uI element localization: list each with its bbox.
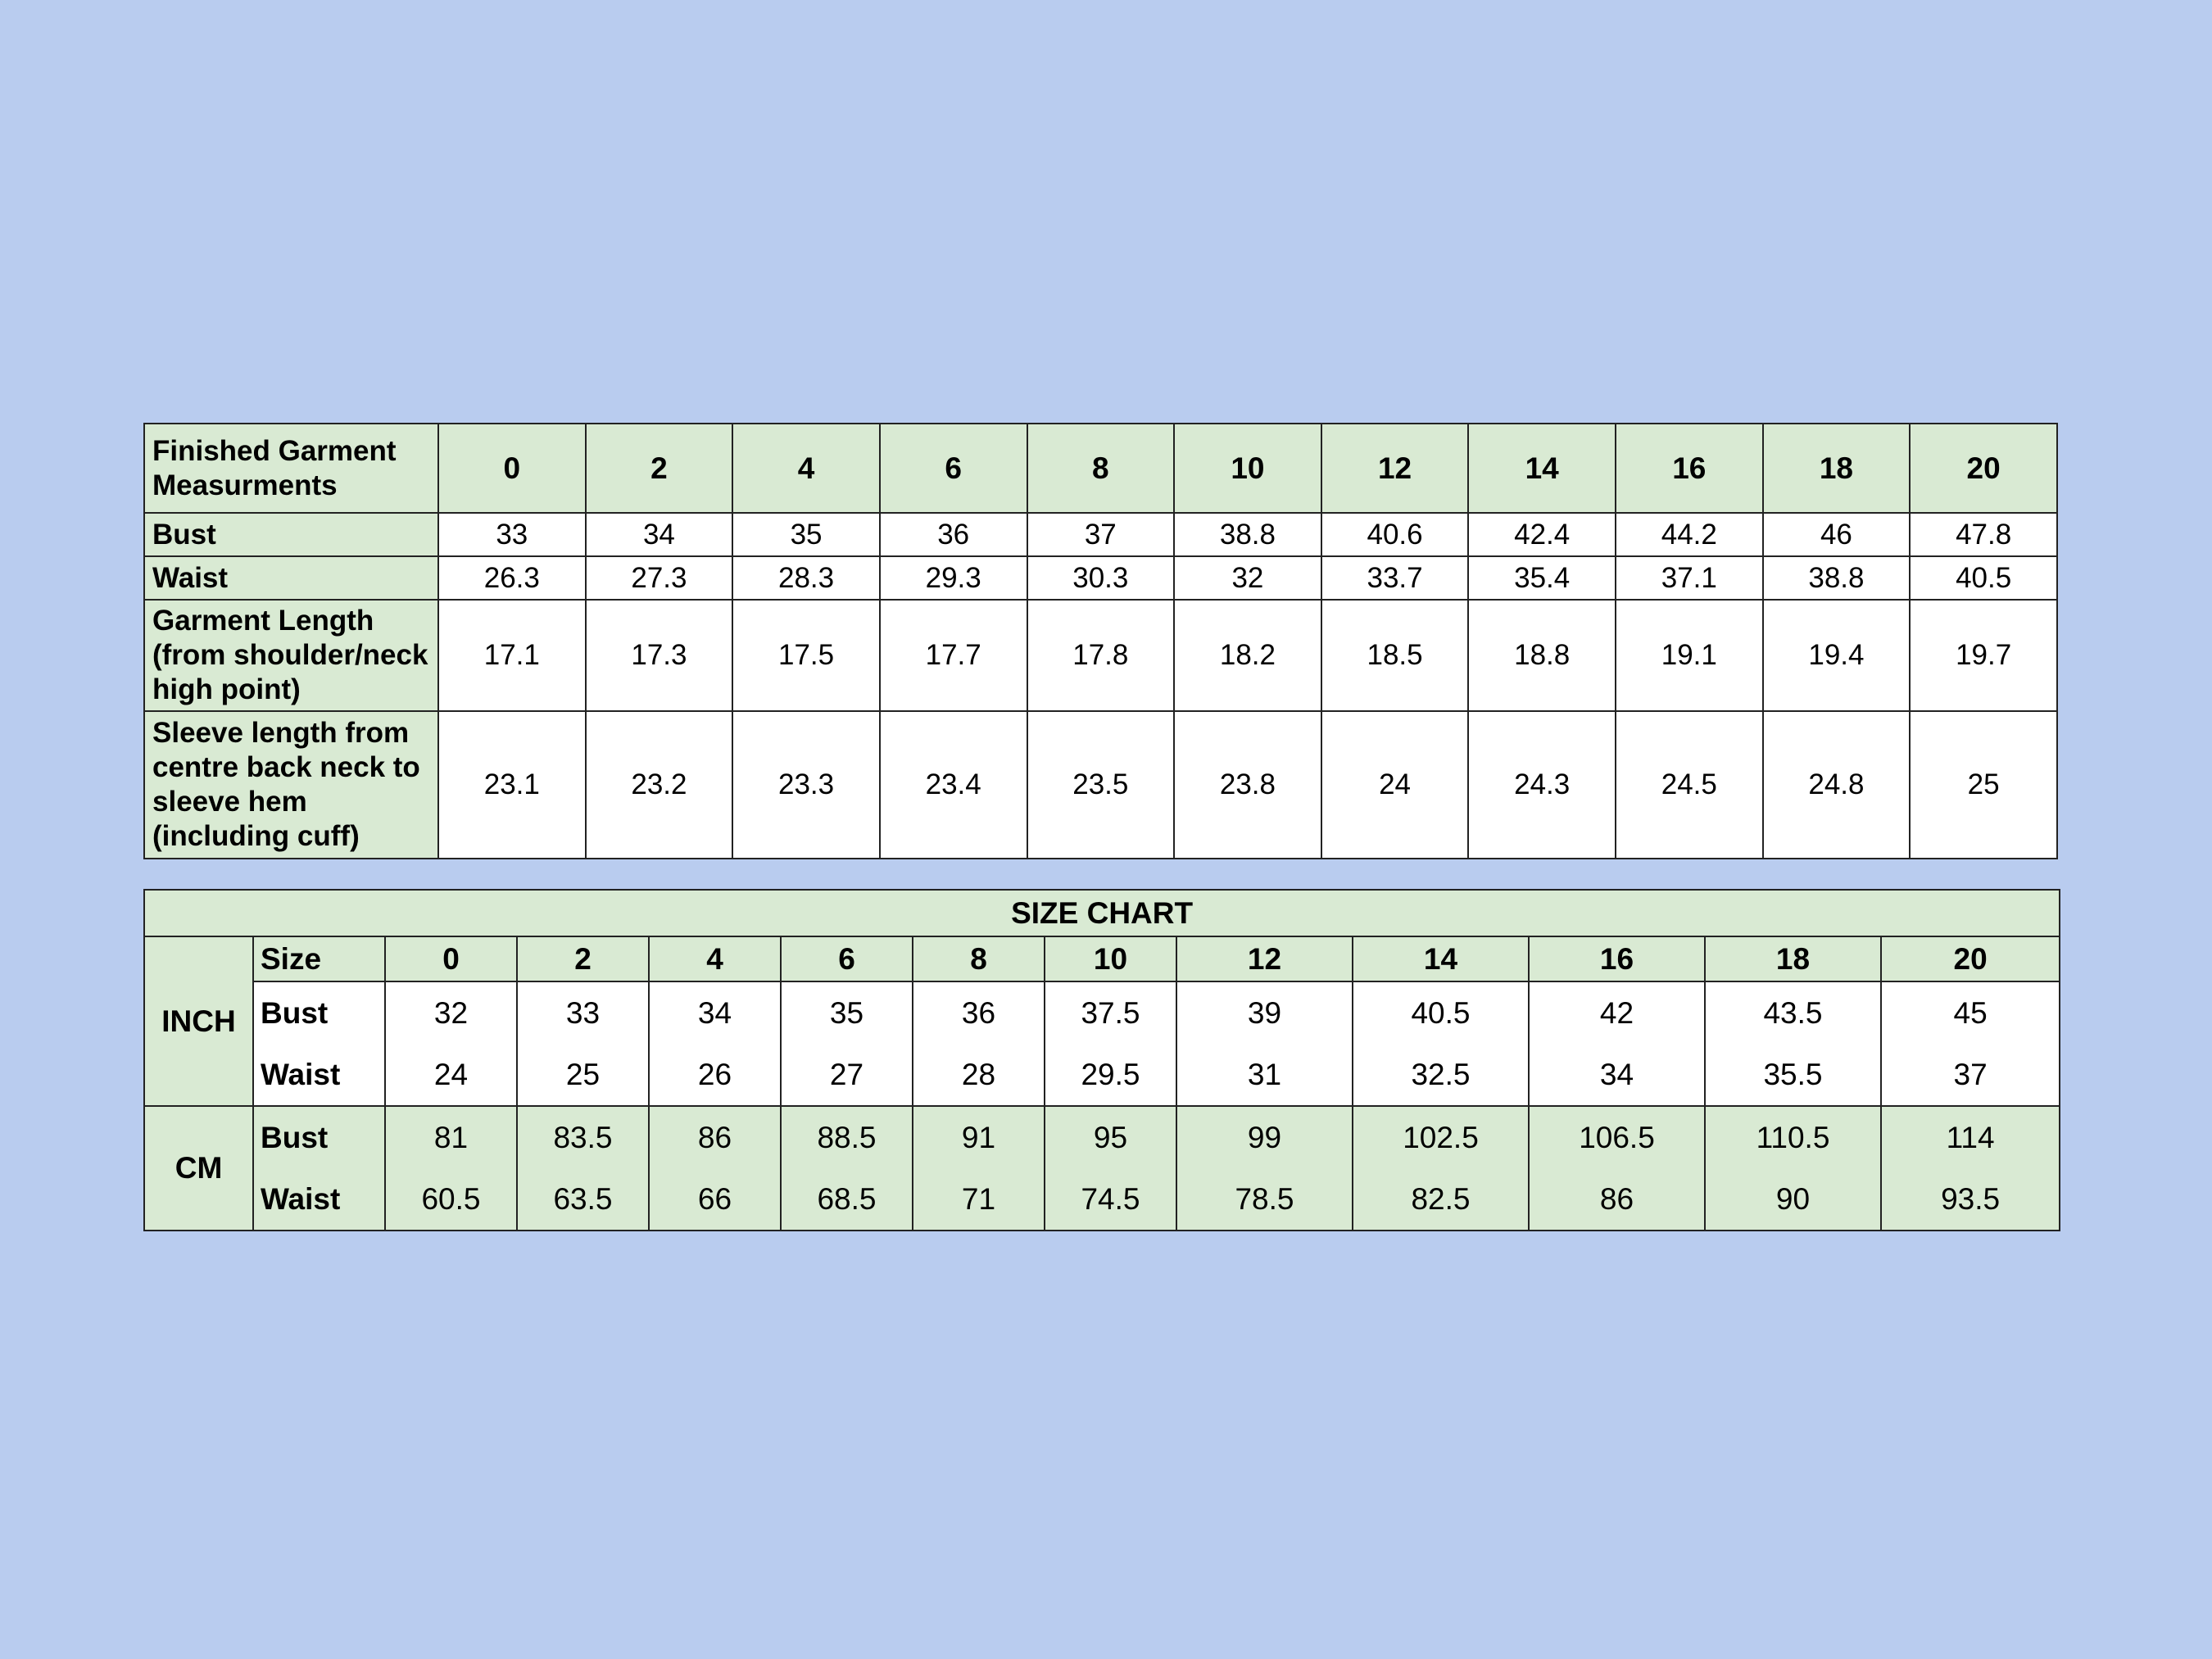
size-chart-title-row <box>144 890 2060 936</box>
table-cell: 24.8 <box>1763 711 1911 859</box>
inch-bust-row <box>144 981 2060 1044</box>
table-cell: 86 <box>1529 1168 1705 1231</box>
table-cell: 19.1 <box>1616 600 1763 711</box>
garment-row-bust <box>144 513 2057 556</box>
table-cell: 28.3 <box>732 556 880 600</box>
size-header-8: 8 <box>1027 424 1175 513</box>
table-cell: 32.5 <box>1353 1044 1529 1106</box>
table-cell: 38.8 <box>1763 556 1911 600</box>
table-cell: 90 <box>1705 1168 1881 1231</box>
table-cell: 23.1 <box>438 711 586 859</box>
table-cell: 37 <box>1027 513 1175 556</box>
table-cell: 99 <box>1176 1106 1353 1168</box>
table-cell: 42 <box>1529 981 1705 1044</box>
row-label-sleeve-length: Sleeve length from centre back neck to sleeve hem (including cuff) <box>144 711 438 859</box>
table-cell: 86 <box>649 1106 781 1168</box>
table-cell: 110.5 <box>1705 1106 1881 1168</box>
table-cell: 23.8 <box>1174 711 1321 859</box>
table-cell: 17.1 <box>438 600 586 711</box>
table-cell: 17.5 <box>732 600 880 711</box>
table-cell: 93.5 <box>1881 1168 2060 1231</box>
size-chart-title: SIZE CHART <box>144 890 2060 936</box>
unit-label-inch: INCH <box>144 936 253 1106</box>
table-cell: 24 <box>385 1044 517 1106</box>
table-cell: 32 <box>385 981 517 1044</box>
table-cell: 17.3 <box>586 600 733 711</box>
table-cell: 63.5 <box>517 1168 649 1231</box>
table-cell: 26.3 <box>438 556 586 600</box>
size-header-0: 0 <box>438 424 586 513</box>
table-cell: 35.5 <box>1705 1044 1881 1106</box>
size-header-18: 18 <box>1763 424 1911 513</box>
row-label-waist: Waist <box>253 1044 385 1106</box>
size-chart-size-row <box>144 936 2060 981</box>
table-cell: 23.2 <box>586 711 733 859</box>
row-label-bust: Bust <box>253 981 385 1044</box>
table-cell: 32 <box>1174 556 1321 600</box>
table-cell: 45 <box>1881 981 2060 1044</box>
size-header-14: 14 <box>1353 936 1529 981</box>
table-cell: 74.5 <box>1045 1168 1176 1231</box>
table-cell: 23.3 <box>732 711 880 859</box>
table-cell: 31 <box>1176 1044 1353 1106</box>
size-header-4: 4 <box>732 424 880 513</box>
table-cell: 34 <box>649 981 781 1044</box>
table-cell: 33 <box>438 513 586 556</box>
size-header-2: 2 <box>586 424 733 513</box>
table-cell: 102.5 <box>1353 1106 1529 1168</box>
garment-row-length <box>144 600 2057 711</box>
size-header-16: 16 <box>1529 936 1705 981</box>
size-header-6: 6 <box>880 424 1027 513</box>
table-cell: 81 <box>385 1106 517 1168</box>
table-cell: 39 <box>1176 981 1353 1044</box>
table-cell: 19.4 <box>1763 600 1911 711</box>
table-cell: 27.3 <box>586 556 733 600</box>
table-cell: 34 <box>1529 1044 1705 1106</box>
size-column-label: Size <box>253 936 385 981</box>
table-cell: 91 <box>913 1106 1045 1168</box>
size-header-14: 14 <box>1468 424 1616 513</box>
table-cell: 83.5 <box>517 1106 649 1168</box>
table-cell: 35.4 <box>1468 556 1616 600</box>
table-cell: 18.2 <box>1174 600 1321 711</box>
table-cell: 29.5 <box>1045 1044 1176 1106</box>
table-cell: 33 <box>517 981 649 1044</box>
cm-waist-row <box>144 1168 2060 1231</box>
inch-waist-row <box>144 1044 2060 1106</box>
table-cell: 95 <box>1045 1106 1176 1168</box>
table-cell: 25 <box>517 1044 649 1106</box>
table-cell: 18.8 <box>1468 600 1616 711</box>
table-cell: 37.5 <box>1045 981 1176 1044</box>
table-cell: 40.5 <box>1353 981 1529 1044</box>
garment-row-waist <box>144 556 2057 600</box>
table-cell: 68.5 <box>781 1168 913 1231</box>
size-header-4: 4 <box>649 936 781 981</box>
table-cell: 106.5 <box>1529 1106 1705 1168</box>
table-cell: 18.5 <box>1321 600 1469 711</box>
garment-header-label: Finished Garment Measurments <box>144 424 438 513</box>
size-header-0: 0 <box>385 936 517 981</box>
finished-garment-table <box>143 423 2058 859</box>
row-label-bust: Bust <box>144 513 438 556</box>
table-cell: 66 <box>649 1168 781 1231</box>
size-header-20: 20 <box>1910 424 2057 513</box>
table-cell: 23.4 <box>880 711 1027 859</box>
table-cell: 26 <box>649 1044 781 1106</box>
table-cell: 24 <box>1321 711 1469 859</box>
table-cell: 43.5 <box>1705 981 1881 1044</box>
table-cell: 24.5 <box>1616 711 1763 859</box>
cm-bust-row <box>144 1106 2060 1168</box>
table-cell: 17.8 <box>1027 600 1175 711</box>
table-cell: 36 <box>913 981 1045 1044</box>
table-cell: 60.5 <box>385 1168 517 1231</box>
size-chart-table <box>143 889 2060 1231</box>
table-cell: 17.7 <box>880 600 1027 711</box>
table-cell: 37 <box>1881 1044 2060 1106</box>
row-label-waist: Waist <box>253 1168 385 1231</box>
size-header-6: 6 <box>781 936 913 981</box>
row-label-waist: Waist <box>144 556 438 600</box>
table-cell: 37.1 <box>1616 556 1763 600</box>
table-cell: 35 <box>732 513 880 556</box>
table-cell: 40.6 <box>1321 513 1469 556</box>
table-cell: 35 <box>781 981 913 1044</box>
size-header-16: 16 <box>1616 424 1763 513</box>
table-cell: 30.3 <box>1027 556 1175 600</box>
table-cell: 36 <box>880 513 1027 556</box>
table-cell: 71 <box>913 1168 1045 1231</box>
table-cell: 28 <box>913 1044 1045 1106</box>
table-cell: 40.5 <box>1910 556 2057 600</box>
size-header-12: 12 <box>1321 424 1469 513</box>
table-cell: 88.5 <box>781 1106 913 1168</box>
table-cell: 44.2 <box>1616 513 1763 556</box>
table-cell: 42.4 <box>1468 513 1616 556</box>
size-header-20: 20 <box>1881 936 2060 981</box>
table-cell: 24.3 <box>1468 711 1616 859</box>
table-cell: 34 <box>586 513 733 556</box>
size-header-2: 2 <box>517 936 649 981</box>
table-cell: 82.5 <box>1353 1168 1529 1231</box>
table-cell: 19.7 <box>1910 600 2057 711</box>
size-header-12: 12 <box>1176 936 1353 981</box>
table-cell: 23.5 <box>1027 711 1175 859</box>
row-label-bust: Bust <box>253 1106 385 1168</box>
table-cell: 47.8 <box>1910 513 2057 556</box>
table-cell: 114 <box>1881 1106 2060 1168</box>
table-cell: 27 <box>781 1044 913 1106</box>
size-header-10: 10 <box>1174 424 1321 513</box>
garment-header-row <box>144 424 2057 513</box>
unit-label-cm: CM <box>144 1106 253 1231</box>
size-header-10: 10 <box>1045 936 1176 981</box>
size-header-8: 8 <box>913 936 1045 981</box>
size-header-18: 18 <box>1705 936 1881 981</box>
table-cell: 29.3 <box>880 556 1027 600</box>
garment-row-sleeve <box>144 711 2057 859</box>
table-cell: 25 <box>1910 711 2057 859</box>
table-cell: 33.7 <box>1321 556 1469 600</box>
row-label-garment-length: Garment Length (from shoulder/neck high point) <box>144 600 438 711</box>
table-cell: 78.5 <box>1176 1168 1353 1231</box>
table-cell: 38.8 <box>1174 513 1321 556</box>
table-cell: 46 <box>1763 513 1911 556</box>
